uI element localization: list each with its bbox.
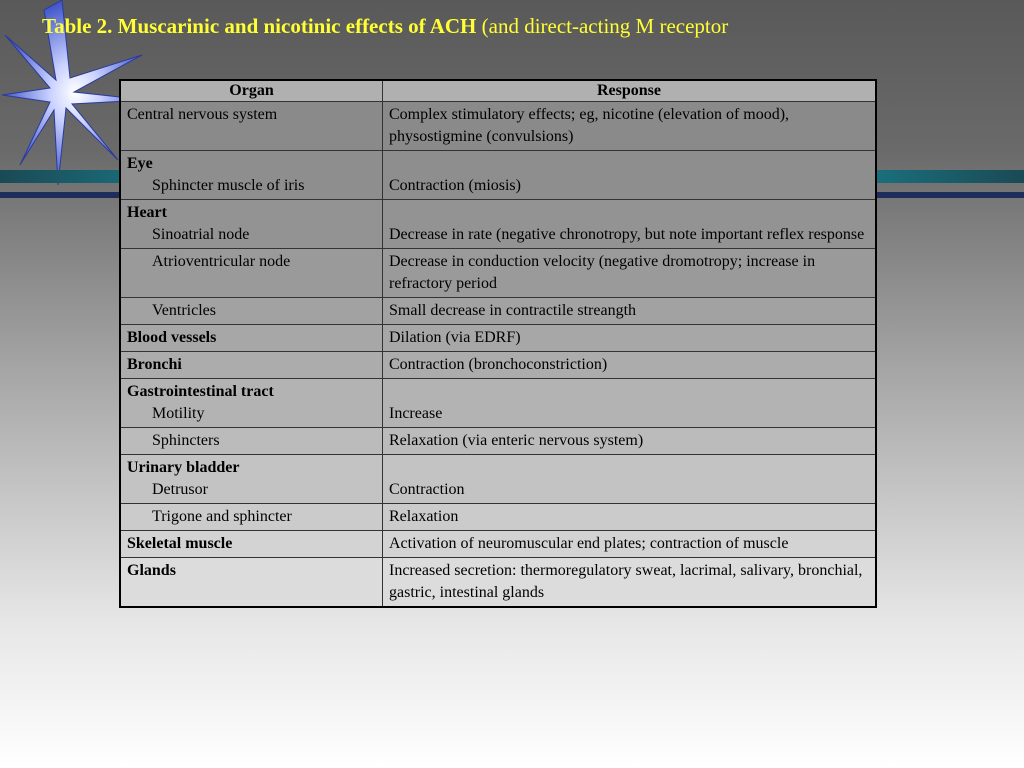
table-row (120, 428, 876, 455)
response-cell (383, 325, 877, 352)
organ-name: Motility (152, 405, 205, 422)
response-text: Complex stimulatory effects; eg, nicotine (elevation of mood), physostigmine (convulsions) (389, 106, 790, 145)
response-text: Contraction (miosis) (389, 177, 521, 194)
table-body (120, 102, 876, 608)
header-organ: Organ (120, 80, 383, 102)
response-text: Contraction (bronchoconstriction) (389, 356, 608, 373)
organ-name: Atrioventricular node (152, 253, 291, 270)
table-row (120, 455, 876, 504)
response-text: Activation of neuromuscular end plates; contraction of muscle (389, 535, 789, 552)
organ-name: Central nervous system (127, 106, 278, 123)
response-text: Increased secretion: thermoregulatory sweat, lacrimal, salivary, bronchial, gastric, intestinal glands (389, 562, 863, 601)
effects-table (119, 79, 877, 608)
organ-cell (120, 298, 383, 325)
header-response: Response (383, 80, 877, 102)
response-cell (383, 151, 877, 200)
response-text: Relaxation (389, 508, 459, 525)
table-row (120, 352, 876, 379)
organ-cell (120, 249, 383, 298)
organ-cell (120, 352, 383, 379)
slide-title (42, 14, 728, 39)
organ-cell (120, 325, 383, 352)
organ-name: Trigone and sphincter (152, 508, 292, 525)
table-row (120, 325, 876, 352)
response-text: Decrease in conduction velocity (negative dromotropy; increase in refractory period (389, 253, 816, 292)
response-cell (383, 455, 877, 504)
table-row (120, 102, 876, 151)
organ-cell (120, 558, 383, 608)
response-text: Decrease in rate (negative chronotropy, but note important reflex response (389, 226, 865, 243)
organ-name: Sphincter muscle of iris (152, 177, 305, 194)
response-cell (383, 352, 877, 379)
organ-name: Detrusor (152, 481, 208, 498)
table-row (120, 151, 876, 200)
organ-group: Blood vessels (127, 329, 217, 346)
response-text: Small decrease in contractile streangth (389, 302, 637, 319)
response-text: Increase (389, 405, 443, 422)
organ-group: Skeletal muscle (127, 535, 233, 552)
organ-name: Ventricles (152, 302, 216, 319)
organ-group: Eye (127, 155, 153, 172)
table-row (120, 531, 876, 558)
organ-cell (120, 102, 383, 151)
organ-cell (120, 379, 383, 428)
response-cell (383, 558, 877, 608)
table-row (120, 379, 876, 428)
organ-group: Gastrointestinal tract (127, 383, 274, 400)
table-row (120, 504, 876, 531)
organ-group: Urinary bladder (127, 459, 240, 476)
response-cell (383, 298, 877, 325)
organ-cell (120, 504, 383, 531)
organ-group: Bronchi (127, 356, 182, 373)
response-cell (383, 504, 877, 531)
organ-group: Glands (127, 562, 176, 579)
response-cell (383, 428, 877, 455)
response-cell (383, 249, 877, 298)
response-text: Contraction (389, 481, 465, 498)
organ-cell (120, 151, 383, 200)
response-text: Relaxation (via enteric nervous system) (389, 432, 644, 449)
response-cell (383, 200, 877, 249)
table-row (120, 200, 876, 249)
response-cell (383, 531, 877, 558)
organ-cell (120, 200, 383, 249)
organ-group: Heart (127, 204, 167, 221)
response-cell (383, 379, 877, 428)
organ-cell (120, 531, 383, 558)
title-bold: Table 2. Muscarinic and nicotinic effects of ACH (42, 14, 477, 38)
title-normal: (and direct-acting M receptor (481, 14, 729, 38)
organ-name: Sphincters (152, 432, 220, 449)
response-text: Dilation (via EDRF) (389, 329, 521, 346)
organ-cell (120, 455, 383, 504)
header-row (120, 80, 876, 102)
table-row (120, 558, 876, 608)
table-row (120, 298, 876, 325)
table-row (120, 249, 876, 298)
organ-name: Sinoatrial node (152, 226, 250, 243)
organ-cell (120, 428, 383, 455)
response-cell (383, 102, 877, 151)
